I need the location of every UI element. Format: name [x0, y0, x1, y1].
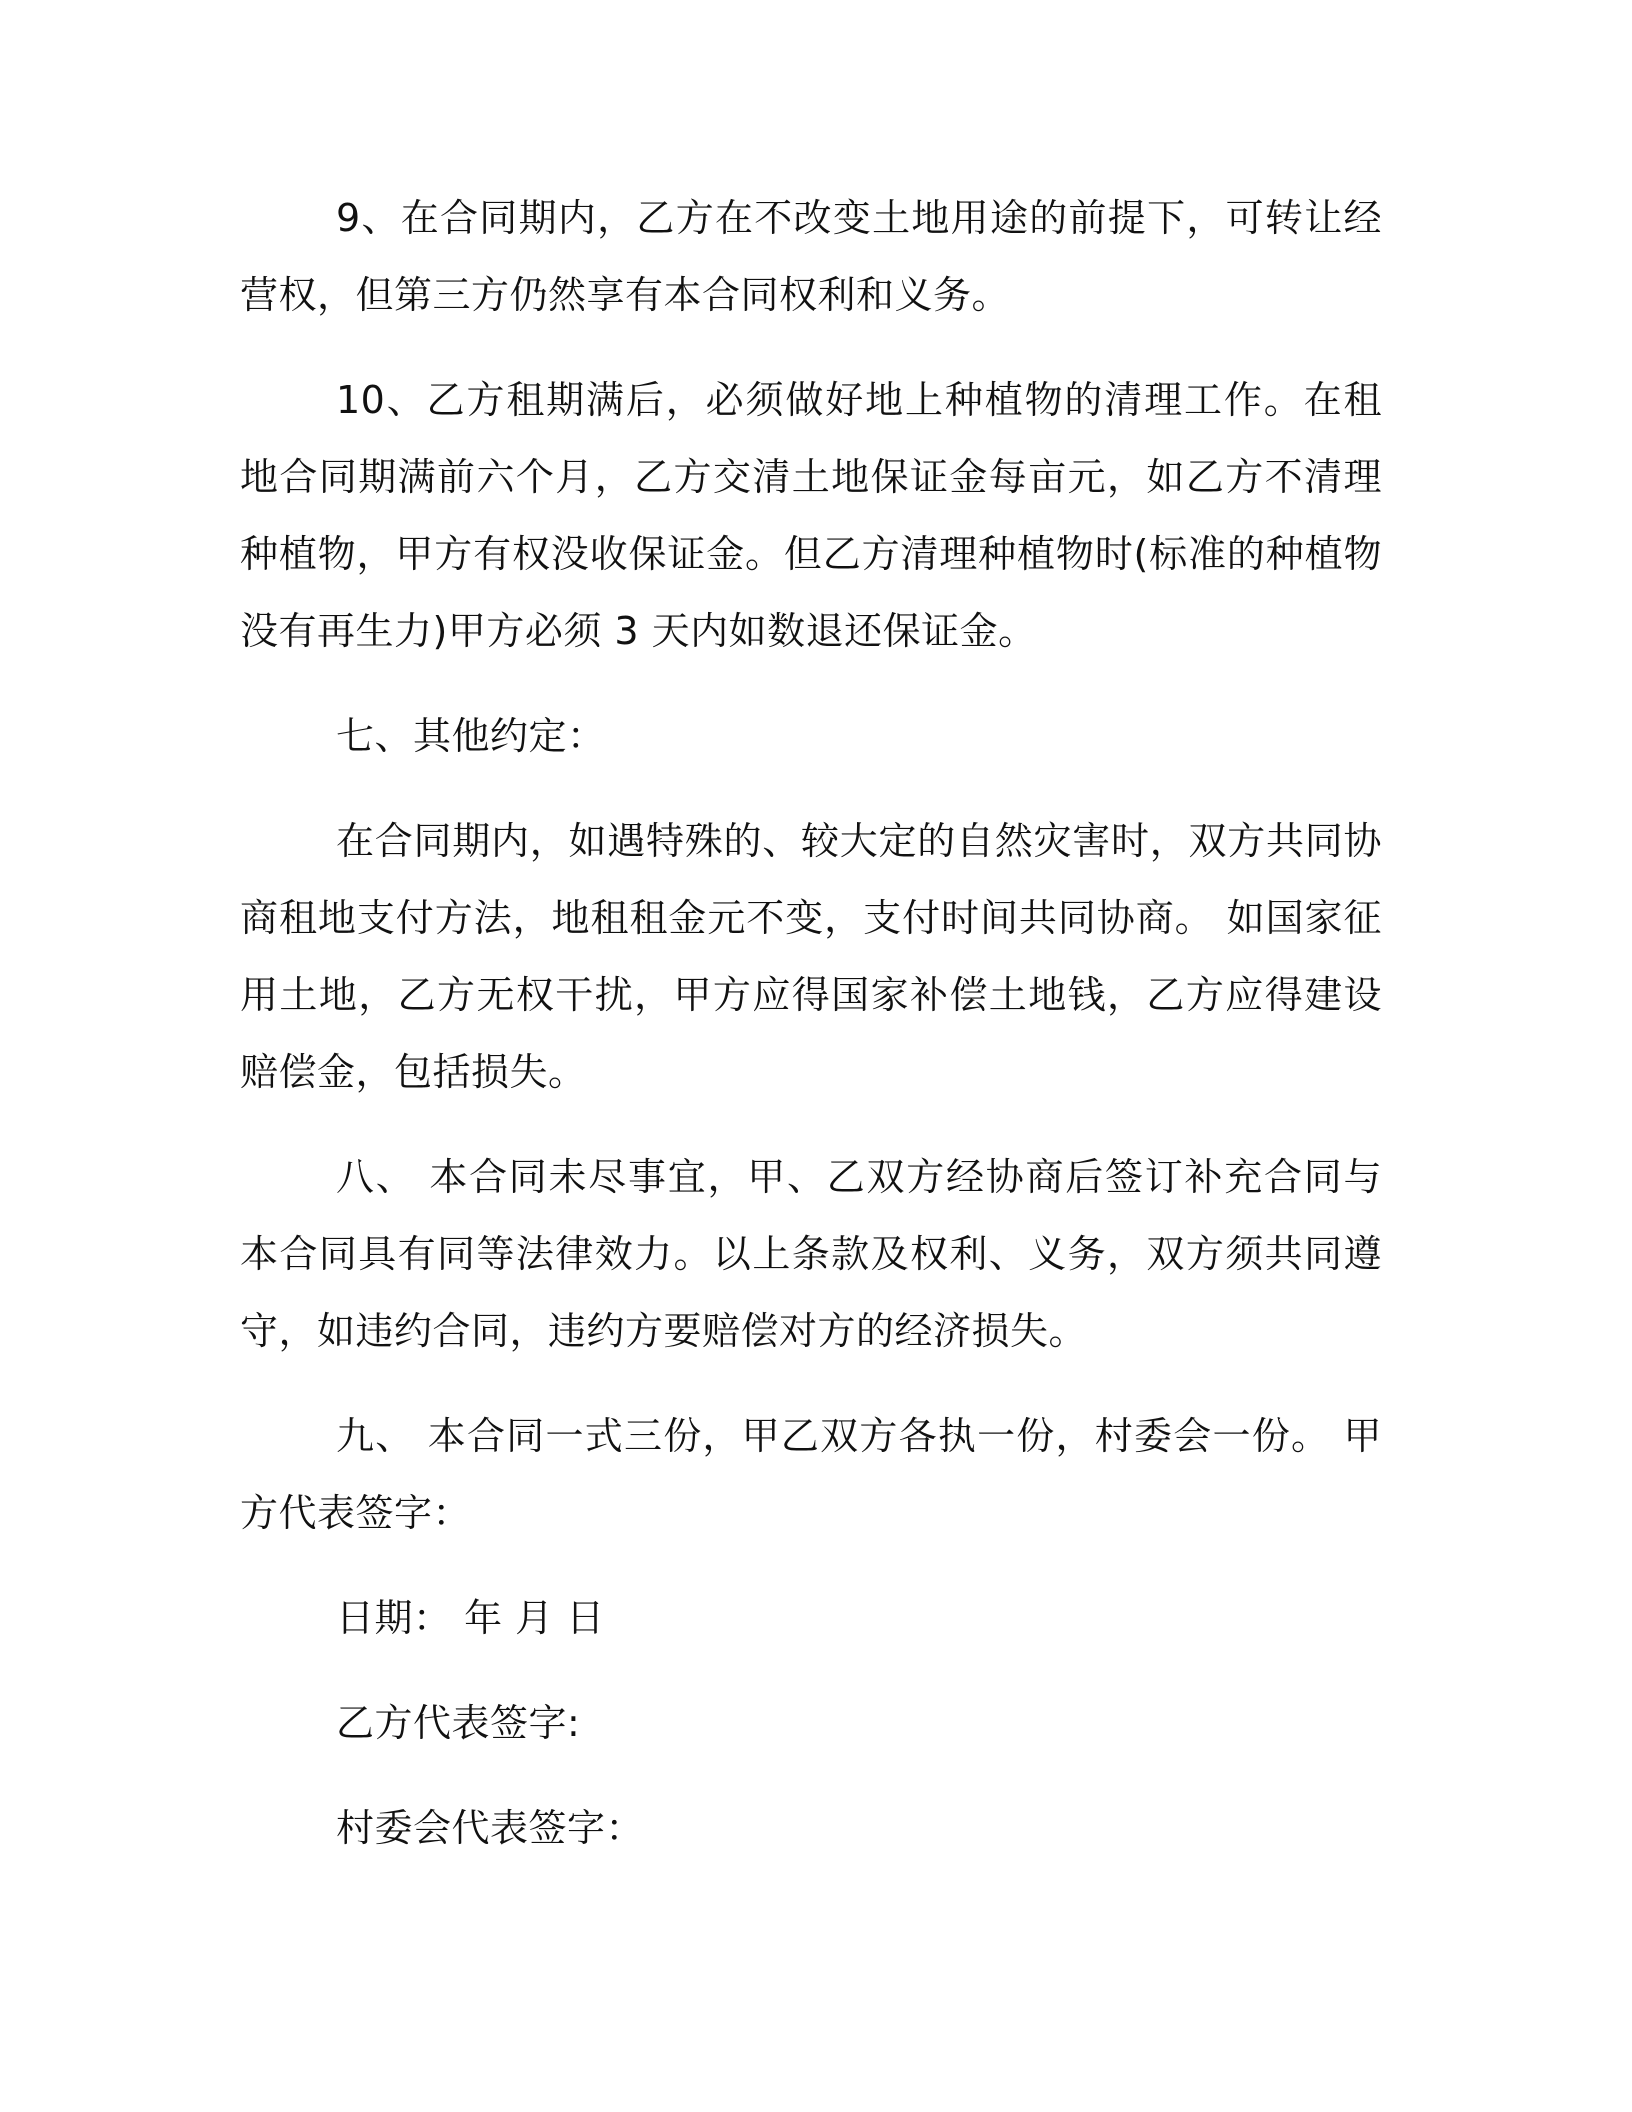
section-7-other-agreements: 在合同期内，如遇特殊的、较大定的自然灾害时，双方共同协商租地支付方法，地租租金元不变，支付时间共同协商。 如国家征用土地，乙方无权干扰，甲方应得国家补偿土地钱，乙方应得建设赔偿金，包括损失。	[240, 819, 1382, 1094]
section-8-supplementary-contract: 八、 本合同未尽事宜，甲、乙双方经协商后签订补充合同与本合同具有同等法律效力。以上条款及权利、义务，双方须共同遵守，如违约合同，违约方要赔偿对方的经济损失。	[240, 1155, 1382, 1353]
date-line: 日期： 年 月 日	[336, 1596, 605, 1640]
section-9-copies-and-party-a-signature: 九、 本合同一式三份，甲乙双方各执一份，村委会一份。 甲方代表签字：	[240, 1414, 1382, 1535]
clause-9-transfer-rights: 9、在合同期内，乙方在不改变土地用途的前提下，可转让经营权，但第三方仍然享有本合同权利和义务。	[240, 196, 1382, 317]
document-body	[240, 180, 1382, 1895]
party-b-signature-line: 乙方代表签字:	[336, 1701, 581, 1745]
section-7-heading: 七、其他约定：	[336, 714, 606, 758]
village-committee-signature-line: 村委会代表签字：	[336, 1806, 645, 1850]
clause-10-land-cleanup-deposit: 10、乙方租期满后，必须做好地上种植物的清理工作。在租地合同期满前六个月，乙方交清土地保证金每亩元，如乙方不清理种植物，甲方有权没收保证金。但乙方清理种植物时(标准的种植物没有再生力)甲方必须 3 天内如数退还保证金。	[240, 378, 1382, 653]
